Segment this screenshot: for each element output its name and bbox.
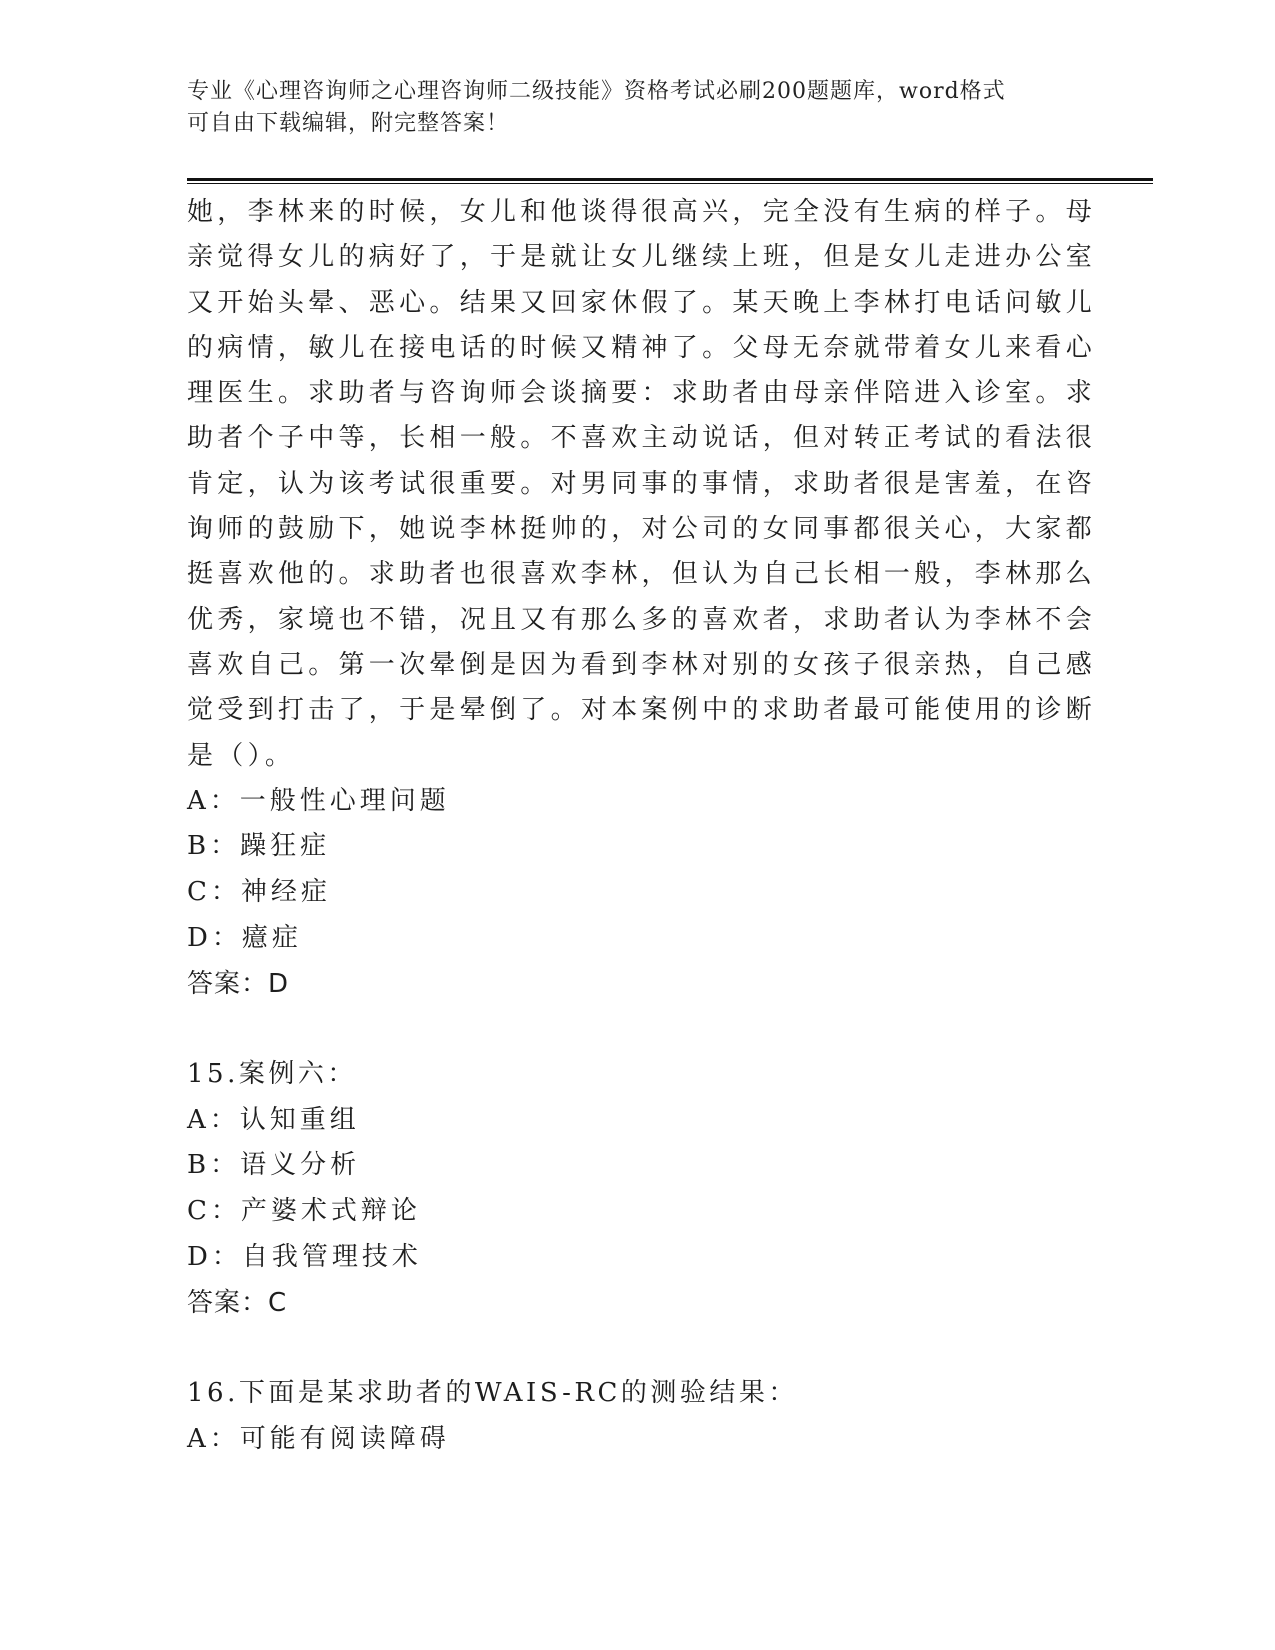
- stem-line: 觉受到打击了，于是晕倒了。对本案例中的求助者最可能使用的诊断: [187, 695, 1097, 726]
- header-title-line-2: 可自由下载编辑，附完整答案！: [187, 111, 510, 136]
- option-c: C：产婆术式辩论: [187, 1196, 421, 1227]
- stem-line: 又开始头晕、恶心。结果又回家休假了。某天晚上李林打电话问敏儿: [187, 287, 1097, 318]
- option-a: A：认知重组: [187, 1104, 360, 1135]
- stem-line: 肯定，认为该考试很重要。对男同事的事情，求助者很是害羞，在咨: [187, 468, 1097, 499]
- header-title-line-1: 专业《心理咨询师之心理咨询师二级技能》资格考试必刷200题题库，word格式: [187, 79, 1006, 104]
- option-a: A：可能有阅读障碍: [187, 1423, 450, 1454]
- stem-line: 的病情，敏儿在接电话的时候又精神了。父母无奈就带着女儿来看心: [187, 332, 1097, 363]
- spacer: [187, 1007, 1067, 1052]
- answer-label: 答案：C: [187, 1288, 288, 1319]
- stem-line: 理医生。求助者与咨询师会谈摘要：求助者由母亲伴陪进入诊室。求: [187, 378, 1097, 409]
- question-14: [187, 190, 1097, 1007]
- option-c: C：神经症: [187, 877, 331, 908]
- stem-line: 喜欢自己。第一次晕倒是因为看到李林对别的女孩子很亲热，自己感: [187, 649, 1097, 680]
- stem-line: 优秀，家境也不错，况且又有那么多的喜欢者，求助者认为李林不会: [187, 604, 1097, 635]
- document-header: [187, 76, 1067, 140]
- question-15: [187, 1052, 1067, 1326]
- stem-line: 是（）。: [187, 740, 296, 771]
- question-title: 15.案例六：: [187, 1059, 357, 1090]
- stem-line: 询师的鼓励下，她说李林挺帅的，对公司的女同事都很关心，大家都: [187, 514, 1097, 545]
- header-rule-thin: [187, 183, 1153, 184]
- stem-line: 挺喜欢他的。求助者也很喜欢李林，但认为自己长相一般，李林那么: [187, 559, 1097, 590]
- answer-label: 答案：D: [187, 969, 290, 1000]
- question-14-stem: [187, 190, 1097, 779]
- spacer: [187, 1326, 1067, 1371]
- question-title: 16.下面是某求助者的WAIS-RC的测验结果：: [187, 1378, 798, 1409]
- option-d: D：自我管理技术: [187, 1241, 422, 1272]
- option-d: D：癔症: [187, 922, 302, 953]
- option-b: B：语义分析: [187, 1150, 361, 1181]
- option-b: B：躁狂症: [187, 831, 331, 862]
- stem-line: 她，李林来的时候，女儿和他谈得很高兴，完全没有生病的样子。母: [187, 197, 1097, 227]
- header-rule-thick: [187, 178, 1153, 181]
- stem-line: 亲觉得女儿的病好了，于是就让女儿继续上班，但是女儿走进办公室: [187, 242, 1097, 273]
- question-16: [187, 1371, 1067, 1462]
- option-a: A：一般性心理问题: [187, 785, 450, 816]
- document-body: [187, 190, 1097, 1462]
- stem-line: 助者个子中等，长相一般。不喜欢主动说话，但对转正考试的看法很: [187, 423, 1097, 454]
